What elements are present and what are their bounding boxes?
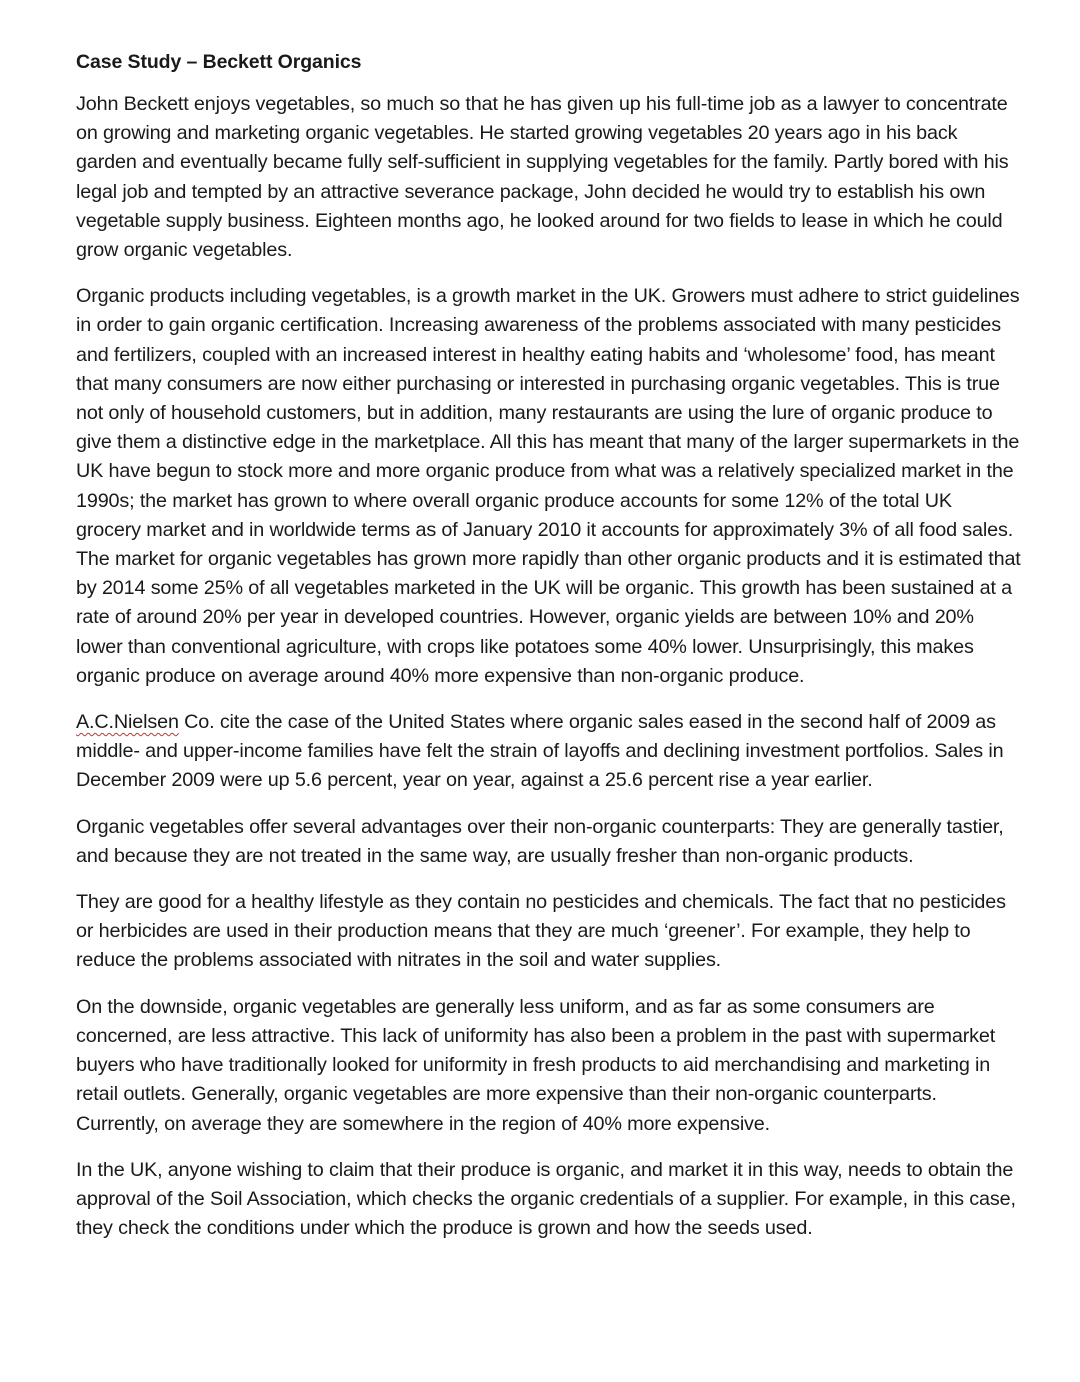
paragraph-nielsen bbox=[76, 708, 1021, 796]
paragraph-downside: On the downside, organic vegetables are generally less uniform, and as far as some consumers are concerned, are less attractive. This lack of uniformity has also been a problem in the past with supermarket buyers who have traditionally looked for uniformity in fresh products to aid merchandising and marketing in retail outlets. Generally, organic vegetables are more expensive than their non-organic counterparts. Currently, on average they are somewhere in the region of 40% more expensive. bbox=[76, 995, 996, 1135]
paragraph-intro: John Beckett enjoys vegetables, so much so that he has given up his full-time job as a lawyer to concentrate on growing and marketing organic vegetables. He started growing vegetables 20 years ago in his back garden and eventually became fully self-sufficient in supplying vegetables for the family. Partly bored with his legal job and tempted by an attractive severance package, John decided he would try to establish his own vegetable supply business. Eighteen months ago, he looked around for two fields to lease in which he could grow organic vegetables. bbox=[76, 93, 1009, 262]
paragraph-advantages: Organic vegetables offer several advantages over their non-organic counterparts: They are generally tastier, and because they are not treated in the same way, are usually fresher than non-organic products. bbox=[76, 815, 1004, 867]
paragraph-soil-association: In the UK, anyone wishing to claim that their produce is organic, and market it in this way, needs to obtain the approval of the Soil Association, which checks the organic credentials of a supplier. For example, in this case, they check the conditions under which the produce is grown and how the seeds used. bbox=[76, 1158, 1016, 1240]
spellcheck-flagged-word: A.C.Nielsen bbox=[76, 711, 179, 734]
paragraph-market: Organic products including vegetables, is a growth market in the UK. Growers must adhere to strict guidelines in order to gain organic certification. Increasing awareness of the problems associated with many pesticides and fertilizers, coupled with an increased interest in healthy eating habits and ‘wholesome’ food, has meant that many consumers are now either purchasing or interested in purchasing organic vegetables. This is true not only of household customers, but in addition, many restaurants are using the lure of organic produce to give them a distinctive edge in the marketplace. All this has meant that many of the larger supermarkets in the UK have begun to stock more and more organic produce from what was a relatively specialized market in the 1990s; the market has grown to where overall organic produce accounts for some 12% of the total UK grocery market and in worldwide terms as of January 2010 it accounts for approximately 3% of all food sales. The market for organic vegetables has grown more rapidly than other organic products and it is estimated that by 2014 some 25% of all vegetables marketed in the UK will be organic. This growth has been sustained at a rate of around 20% per year in developed countries. However, organic yields are between 10% and 20% lower than conventional agriculture, with crops like potatoes some 40% lower. Unsurprisingly, this makes organic produce on average around 40% more expensive than non-organic produce. bbox=[76, 285, 1021, 687]
paragraph-healthy: They are good for a healthy lifestyle as they contain no pesticides and chemicals. The fact that no pesticides or herbicides are used in their production means that they are much ‘greener’. For example, they help to reduce the problems associated with nitrates in the soil and water supplies. bbox=[76, 891, 1006, 972]
document-page bbox=[76, 48, 1021, 1260]
paragraph-nielsen-text: Co. cite the case of the United States where organic sales eased in the second half of 2009 as middle- and upper-income families have felt the strain of layoffs and declining investment portfolios. Sales in December 2009 were up 5.6 percent, year on year, against a 25.6 percent rise a year earlier. bbox=[76, 711, 1004, 792]
document-title: Case Study – Beckett Organics bbox=[76, 51, 362, 73]
